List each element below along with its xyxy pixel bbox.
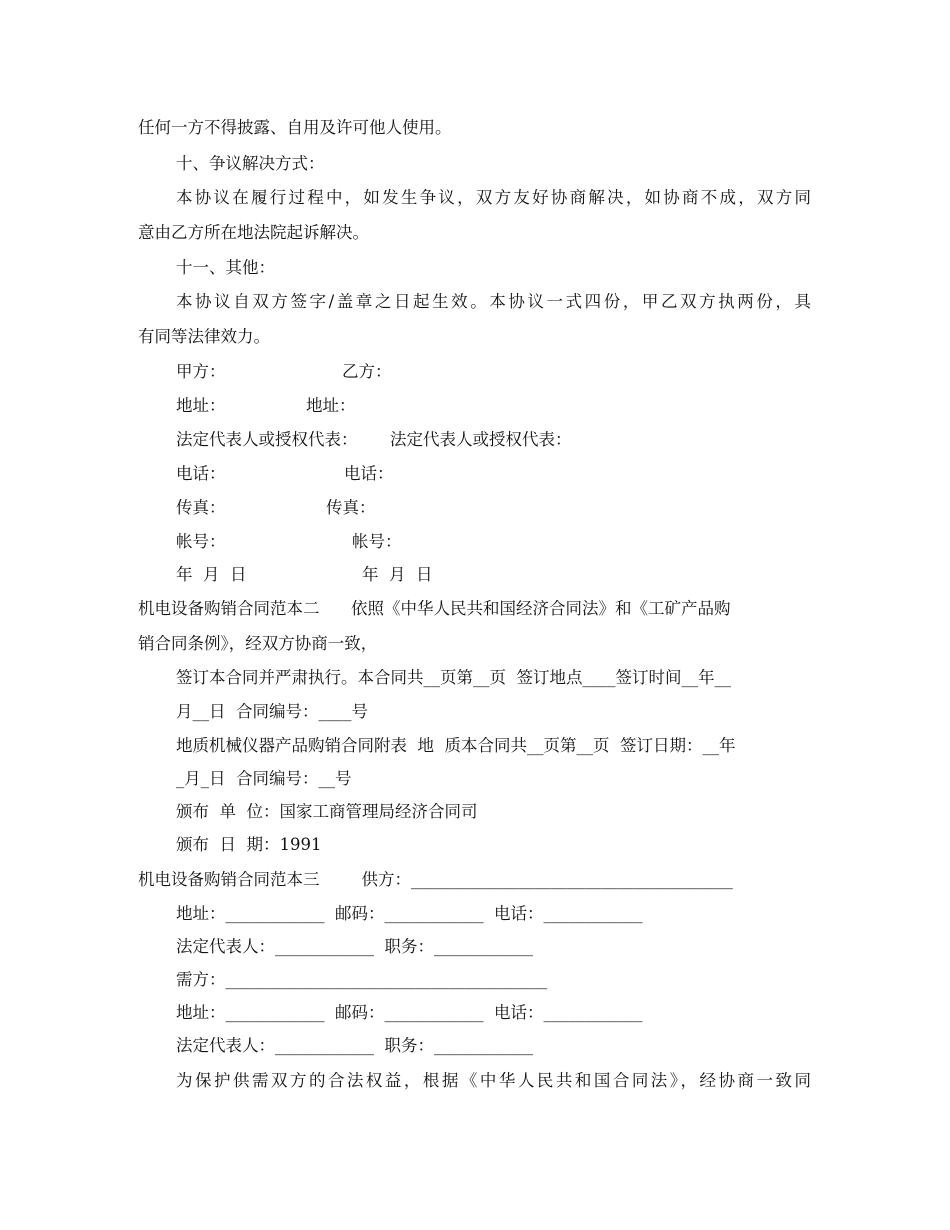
party-a-account-label: 帐号： [176, 532, 226, 551]
party-b-fax-label: 传真： [326, 498, 376, 517]
party-b-date: 年 月 日 [362, 565, 433, 584]
text-line: 颁布 单 位：国家工商管理局经济合同司 [176, 802, 478, 821]
party-b-label: 乙方： [342, 362, 392, 381]
contract-title-3: 机电设备购销合同范本三 供方：_______________________________________ [138, 870, 733, 889]
contract-title-2: 机电设备购销合同范本二 依照《中华人民共和国经济合同法》和《工矿产品购 [138, 599, 731, 618]
buyer-line: 需方：_______________________________________ [176, 970, 548, 989]
text-line: 任何一方不得披露、自用及许可他人使用。 [138, 118, 452, 137]
text-line: 意由乙方所在地法院起诉解决。 [138, 223, 369, 242]
text-line: 签订本合同并严肃执行。本合同共__页第__页 签订地点____签订时间__年__ [176, 668, 731, 687]
text-line: 颁布 日 期：1991 [176, 835, 322, 854]
text-line: 地质机械仪器产品购销合同附表 地 质本合同共__页第__页 签订日期：__年 [176, 736, 736, 755]
text-line: _月_日 合同编号：__号 [176, 769, 352, 788]
buyer-rep-line: 法定代表人：____________ 职务：____________ [176, 1036, 533, 1055]
section-heading: 十、争议解决方式： [176, 154, 325, 173]
party-a-rep-label: 法定代表人或授权代表： [176, 430, 358, 449]
text-line: 销合同条例》，经双方协商一致， [138, 634, 378, 653]
buyer-address-line: 地址：____________ 邮码：____________ 电话：____________ [176, 1003, 643, 1022]
text-line: 本协议在履行过程中，如发生争议，双方友好协商解决，如协商不成，双方同 [176, 188, 811, 207]
party-a-label: 甲方： [176, 362, 226, 381]
party-a-address-label: 地址： [176, 396, 226, 415]
supplier-rep-line: 法定代表人：____________ 职务：____________ [176, 937, 533, 956]
party-a-fax-label: 传真： [176, 498, 226, 517]
text-line: 为保护供需双方的合法权益，根据《中华人民共和国合同法》，经协商一致同 [176, 1071, 811, 1090]
text-line: 本协议自双方签字/盖章之日起生效。本协议一式四份，甲乙双方执两份，具 [176, 292, 811, 311]
party-b-rep-label: 法定代表人或授权代表： [390, 430, 572, 449]
party-a-phone-label: 电话： [176, 464, 226, 483]
party-a-date: 年 月 日 [176, 565, 247, 584]
supplier-address-line: 地址：____________ 邮码：____________ 电话：____________ [176, 904, 643, 923]
party-b-account-label: 帐号： [352, 532, 402, 551]
party-b-phone-label: 电话： [344, 464, 394, 483]
text-line: 有同等法律效力。 [138, 327, 270, 346]
party-b-address-label: 地址： [306, 396, 356, 415]
section-heading: 十一、其他： [176, 258, 275, 277]
text-line: 月__日 合同编号：____号 [176, 702, 368, 721]
